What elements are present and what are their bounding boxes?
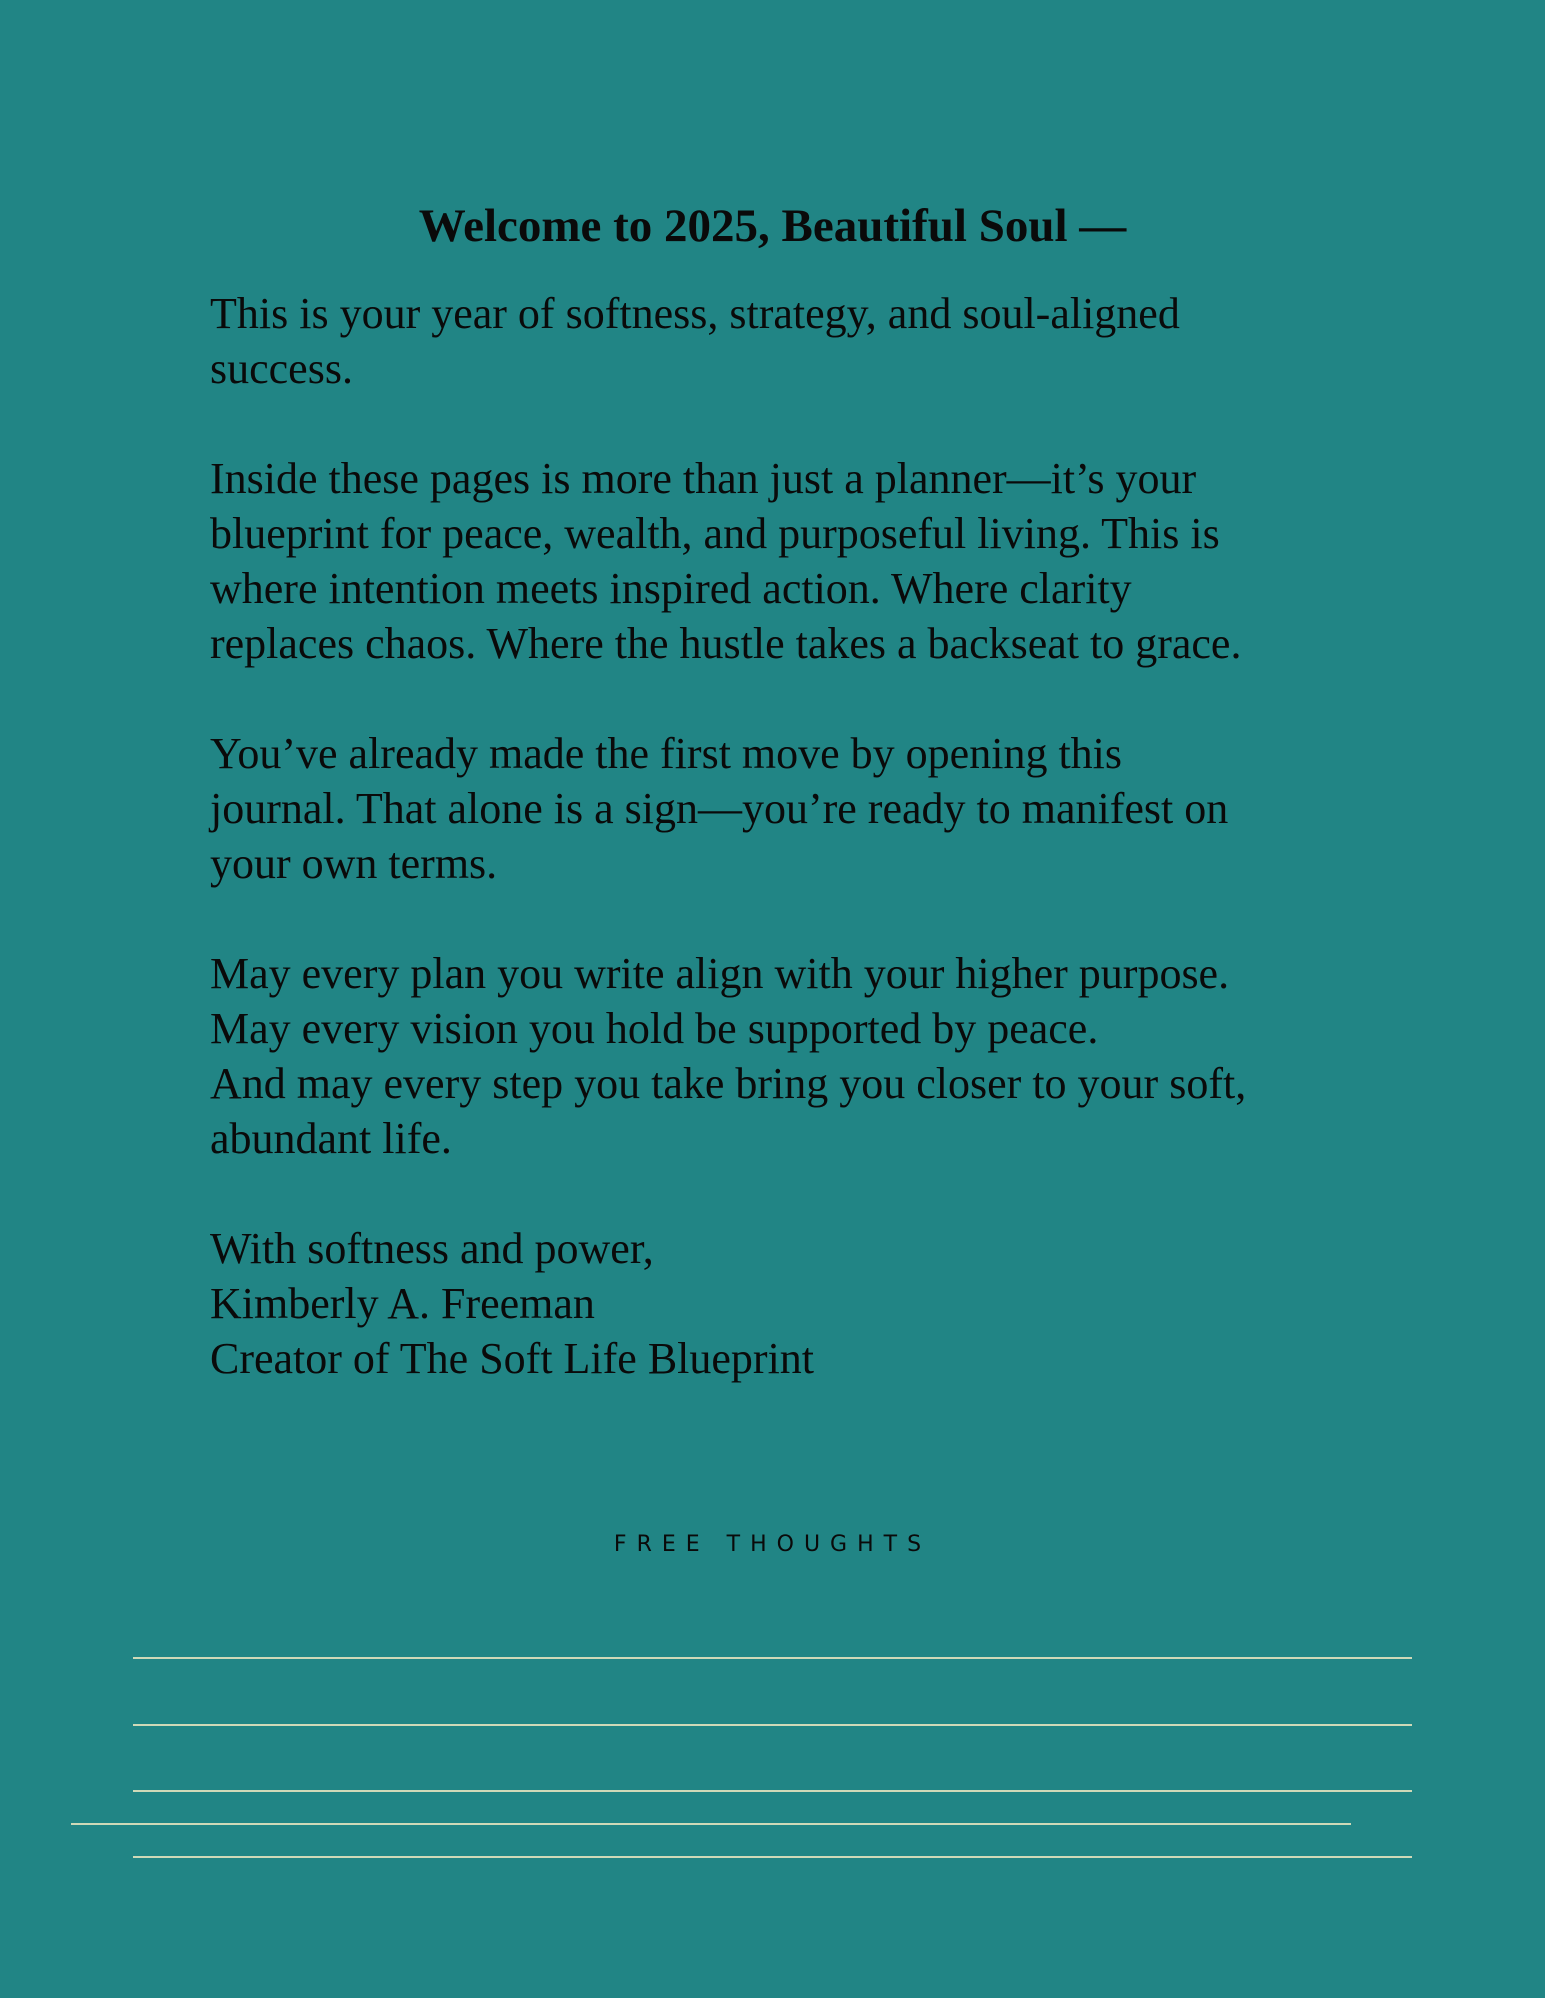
letter-line: journal. That alone is a sign—you’re ready to manifest on [210,784,1229,833]
free-thoughts-heading: FREE THOUGHTS [613,1532,932,1557]
writing-line [71,1823,1351,1825]
welcome-letter [210,286,1350,1386]
letter-line: May every plan you write align with your higher purpose. [210,949,1230,998]
letter-paragraph-3 [210,726,1350,891]
signature-closing: With softness and power, [210,1224,654,1273]
letter-line: where intention meets inspired action. Where clarity [210,564,1132,613]
writing-line [133,1724,1412,1726]
letter-paragraph-4 [210,946,1350,1166]
page-title: Welcome to 2025, Beautiful Soul — [418,200,1127,252]
letter-line: And may every step you take bring you closer to your soft, [210,1059,1247,1108]
letter-paragraph-2 [210,451,1350,671]
letter-line: May every vision you hold be supported by peace. [210,1004,1099,1053]
letter-line: replaces chaos. Where the hustle takes a backseat to grace. [210,619,1242,668]
letter-line: abundant life. [210,1114,452,1163]
letter-line: This is your year of softness, strategy, and soul-aligned [210,289,1180,338]
writing-line [133,1790,1412,1792]
signature-name: Kimberly A. Freeman [210,1279,595,1328]
letter-paragraph-1 [210,286,1350,396]
writing-line [133,1856,1412,1858]
signature-block [210,1221,1350,1386]
letter-line: success. [210,344,353,393]
letter-line: You’ve already made the first move by opening this [210,729,1123,778]
letter-line: Inside these pages is more than just a planner—it’s your [210,454,1197,503]
signature-role: Creator of The Soft Life Blueprint [210,1334,815,1383]
letter-line: blueprint for peace, wealth, and purposeful living. This is [210,509,1220,558]
letter-line: your own terms. [210,839,498,888]
writing-line [133,1657,1412,1659]
